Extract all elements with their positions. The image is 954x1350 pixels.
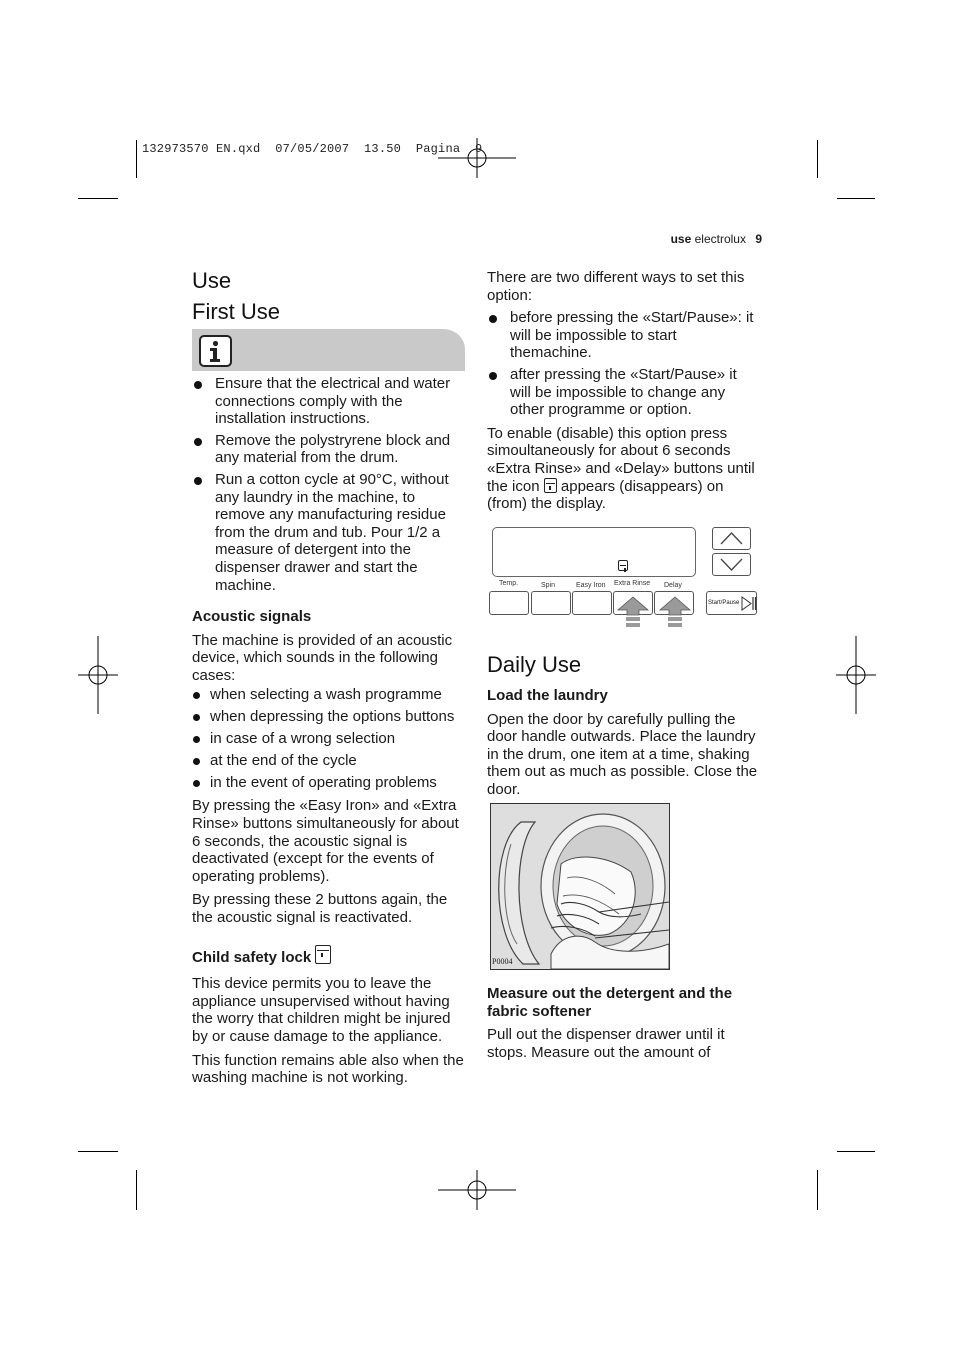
- enable-text: appears (disappears) on (from) the display.: [487, 477, 724, 513]
- page-title: Use: [192, 268, 232, 293]
- acoustic-paragraph: By pressing the «Easy Iron» and «Extra Rinse» buttons simultaneously for about 6 seconds, the acoustic signal is deactivated (except for the events of operating problems).: [192, 797, 459, 885]
- crop-mark: [136, 140, 137, 178]
- measure-text: Pull out the dispenser drawer until it stops. Measure out the amount of: [487, 1026, 725, 1061]
- enable-paragraph: [487, 425, 761, 513]
- child-lock-paragraph: This function remains able also when the washing machine is not working.: [192, 1051, 464, 1087]
- list-item: at the end of the cycle: [192, 752, 466, 770]
- info-icon: [199, 335, 232, 367]
- section-title-daily-use: Daily Use: [487, 652, 582, 677]
- section-title-first-use: First Use: [192, 299, 280, 324]
- crop-mark: [78, 1151, 118, 1152]
- temp-button[interactable]: [489, 591, 529, 615]
- acoustic-intro: The machine is provided of an acoustic device, which sounds in the following cases:: [192, 631, 453, 684]
- panel-label-spin: Spin: [541, 582, 556, 589]
- list-item: in the event of operating problems: [192, 774, 466, 792]
- easy-iron-button[interactable]: [572, 591, 612, 615]
- left-column: [192, 375, 466, 1093]
- play-pause-icon: [741, 595, 757, 612]
- crop-mark: [136, 1170, 137, 1210]
- list-item: before pressing the «Start/Pause»: it will be impossible to start themachine.: [487, 309, 761, 362]
- start-pause-label: Start/Pause: [708, 600, 740, 606]
- panel-label-extra-rinse: Extra Rinse: [614, 580, 651, 587]
- list-item: Remove the polystryrene block and any material from the drum.: [192, 432, 466, 467]
- crop-mark: [837, 198, 875, 199]
- list-item: when selecting a wash programme: [192, 686, 466, 704]
- list-item: in case of a wrong selection: [192, 730, 466, 748]
- load-laundry-heading: Load the laundry: [487, 687, 608, 704]
- child-lock-heading-text: Child safety lock: [192, 948, 312, 966]
- registration-mark: [78, 636, 118, 714]
- list-item: Run a cotton cycle at 90°C, without any laundry in the machine, to remove any manufacturing residue from the drum and tub. Pour 1/2 a measure of detergent into the dispenser drawer and start the machine.: [192, 471, 466, 594]
- child-lock-heading: [192, 945, 466, 967]
- right-column-daily: [487, 687, 761, 805]
- load-laundry-text: Open the door by carefully pulling the door handle outwards. Place the laundry in the drum, one item at a time, shaking them out as much as possible. Close the door.: [487, 710, 758, 798]
- acoustic-paragraph: By pressing these 2 buttons again, the the acoustic signal is reactivated.: [192, 891, 448, 927]
- panel-display: [492, 527, 696, 577]
- laundry-drawing: [491, 804, 669, 969]
- chevron-up-icon: [713, 528, 750, 549]
- start-pause-button[interactable]: [706, 591, 757, 615]
- running-header: [671, 232, 762, 246]
- right-column-top: [487, 269, 761, 519]
- measure-heading: Measure out the detergent and the fabric softener: [487, 985, 733, 1020]
- option-intro: There are two different ways to set this option:: [487, 269, 745, 304]
- panel-label-easy-iron: Easy Iron: [576, 582, 606, 589]
- child-lock-icon: [544, 478, 557, 493]
- chevron-down-icon: [713, 554, 750, 575]
- print-slug: 132973570 EN.qxd 07/05/2007 13.50 Pagina 9: [142, 142, 483, 156]
- crop-mark: [817, 140, 818, 178]
- child-lock-icon: [315, 945, 331, 964]
- loading-laundry-illustration: [490, 803, 670, 970]
- press-arrow-icon: [655, 593, 695, 629]
- acoustic-signals-heading: Acoustic signals: [192, 608, 312, 626]
- display-lock-icon: [618, 560, 628, 571]
- enable-text: To enable (disable) this option press simoultaneously for about 6 seconds «Extra Rinse» and «Delay» buttons until the icon: [487, 424, 755, 495]
- up-button[interactable]: [712, 527, 751, 550]
- spin-button[interactable]: [531, 591, 571, 615]
- list-item: after pressing the «Start/Pause» it will be impossible to change any other programme or option.: [487, 366, 761, 419]
- page-number: 9: [755, 232, 762, 246]
- acoustic-cases-list: [192, 686, 466, 792]
- right-column-measure: [487, 985, 761, 1067]
- crop-mark: [837, 1151, 875, 1152]
- list-item: when depressing the options buttons: [192, 708, 466, 726]
- crop-mark: [78, 198, 118, 199]
- registration-mark: [438, 1170, 516, 1210]
- registration-mark: [836, 636, 876, 714]
- down-button[interactable]: [712, 553, 751, 576]
- crop-mark: [817, 1170, 818, 1210]
- press-arrow-icon: [613, 593, 653, 629]
- list-item: Ensure that the electrical and water connections comply with the installation instructions.: [192, 375, 466, 428]
- panel-label-temp: Temp.: [499, 580, 519, 587]
- child-lock-paragraph: This device permits you to leave the appliance unsupervised without having the worry that children might be injured by or cause damage to the appliance.: [192, 975, 451, 1045]
- header-section: use: [670, 232, 692, 246]
- photo-code: P0004: [492, 957, 513, 966]
- first-use-list: [192, 375, 466, 594]
- option-ways-list: [487, 309, 761, 419]
- panel-label-delay: Delay: [664, 582, 682, 589]
- header-brand: electrolux: [694, 232, 746, 246]
- info-banner: [192, 329, 465, 371]
